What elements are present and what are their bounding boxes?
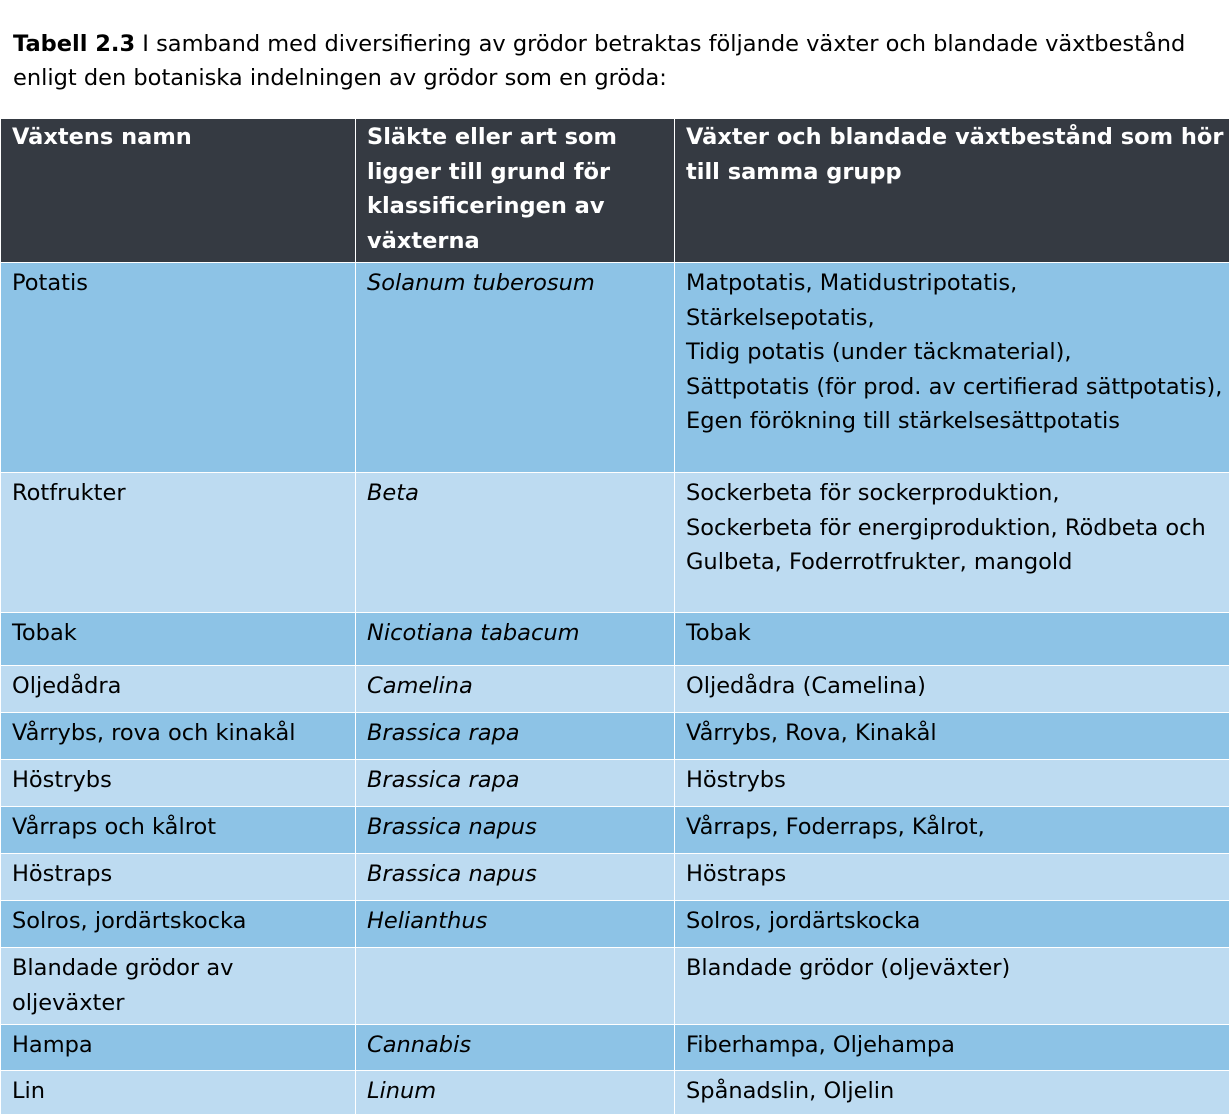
- cell-plant-name: Rotfrukter: [1, 473, 356, 613]
- cell-plant-name: Potatis: [1, 263, 356, 473]
- cell-group-line: Sockerbeta för energiproduktion, Rödbeta och Gulbeta, Foderrotfrukter, mangold: [686, 511, 1225, 580]
- table-row: [1, 854, 1229, 901]
- cell-group-line: Spånadslin, Oljelin: [686, 1074, 1225, 1109]
- cell-group-line: Egen förökning till stärkelsesättpotatis: [686, 404, 1225, 439]
- cell-group: [675, 613, 1229, 666]
- cell-genus: Camelina: [356, 666, 675, 713]
- cell-group-line: Oljedådra (Camelina): [686, 669, 1225, 704]
- table-row: [1, 713, 1229, 760]
- cell-group-line: Matpotatis, Matidustripotatis,: [686, 266, 1225, 301]
- cell-group: [675, 901, 1229, 948]
- cell-plant-name: Höstraps: [1, 854, 356, 901]
- cell-group: [675, 1071, 1229, 1115]
- table-row: [1, 473, 1229, 613]
- table-row: [1, 666, 1229, 713]
- table-row: [1, 948, 1229, 1025]
- cell-group-line: Sättpotatis (för prod. av certifierad sättpotatis),: [686, 370, 1225, 405]
- cell-group: [675, 948, 1229, 1025]
- cell-group: [675, 854, 1229, 901]
- cell-genus: Brassica rapa: [356, 760, 675, 807]
- cell-group-line: Vårraps, Foderraps, Kålrot,: [686, 810, 1225, 845]
- cell-plant-name: Vårrybs, rova och kinakål: [1, 713, 356, 760]
- column-header-genus: Släkte eller art som ligger till grund för klassificeringen av växterna: [356, 119, 675, 263]
- cell-genus: Helianthus: [356, 901, 675, 948]
- table-row: [1, 1025, 1229, 1071]
- table-row: [1, 263, 1229, 473]
- cell-plant-name: Lin: [1, 1071, 356, 1115]
- cell-genus: Cannabis: [356, 1025, 675, 1071]
- cell-group-line: Höstrybs: [686, 763, 1225, 798]
- table-caption: [13, 27, 1203, 95]
- table-row: [1, 613, 1229, 666]
- cell-plant-name: Vårraps och kålrot: [1, 807, 356, 854]
- cell-plant-name: Tobak: [1, 613, 356, 666]
- cell-genus: [356, 948, 675, 1025]
- cell-plant-name: Solros, jordärtskocka: [1, 901, 356, 948]
- cell-group: [675, 1025, 1229, 1071]
- cell-group-line: Tobak: [686, 616, 1225, 651]
- table-row: [1, 1071, 1229, 1115]
- cell-group: [675, 760, 1229, 807]
- cell-group: [675, 263, 1229, 473]
- cell-plant-name: Hampa: [1, 1025, 356, 1071]
- cell-group-line: Vårrybs, Rova, Kinakål: [686, 716, 1225, 751]
- cell-group: [675, 666, 1229, 713]
- cell-group-line: Solros, jordärtskocka: [686, 904, 1225, 939]
- cell-group-line: Sockerbeta för sockerproduktion,: [686, 476, 1225, 511]
- cell-group-line: Fiberhampa, Oljehampa: [686, 1028, 1225, 1063]
- table-body: [1, 263, 1229, 1115]
- table-header-row: [1, 119, 1229, 263]
- cell-genus: Beta: [356, 473, 675, 613]
- cell-group: [675, 807, 1229, 854]
- cell-group: [675, 473, 1229, 613]
- table-caption-label: Tabell 2.3: [13, 31, 135, 57]
- cell-genus: Brassica napus: [356, 854, 675, 901]
- cell-plant-name: Oljedådra: [1, 666, 356, 713]
- cell-plant-name: Blandade grödor av oljeväxter: [1, 948, 356, 1025]
- crop-classification-table: [0, 118, 1229, 1115]
- cell-group-line: Höstraps: [686, 857, 1225, 892]
- cell-genus: Brassica napus: [356, 807, 675, 854]
- table-row: [1, 901, 1229, 948]
- table-row: [1, 807, 1229, 854]
- cell-genus: Brassica rapa: [356, 713, 675, 760]
- cell-group-line: Tidig potatis (under täckmaterial),: [686, 335, 1225, 370]
- table-row: [1, 760, 1229, 807]
- column-header-plant-name: Växtens namn: [1, 119, 356, 263]
- cell-plant-name: Höstrybs: [1, 760, 356, 807]
- cell-group-line: Blandade grödor (oljeväxter): [686, 951, 1225, 986]
- cell-genus: Linum: [356, 1071, 675, 1115]
- cell-genus: Nicotiana tabacum: [356, 613, 675, 666]
- cell-group: [675, 713, 1229, 760]
- cell-genus: Solanum tuberosum: [356, 263, 675, 473]
- column-header-group: Växter och blandade växtbestånd som hör till samma grupp: [675, 119, 1229, 263]
- cell-group-line: Stärkelsepotatis,: [686, 301, 1225, 336]
- table-caption-text: I samband med diversifiering av grödor betraktas följande växter och blandade växtbestånd enligt den botaniska indelningen av grödor som en gröda:: [13, 31, 1185, 91]
